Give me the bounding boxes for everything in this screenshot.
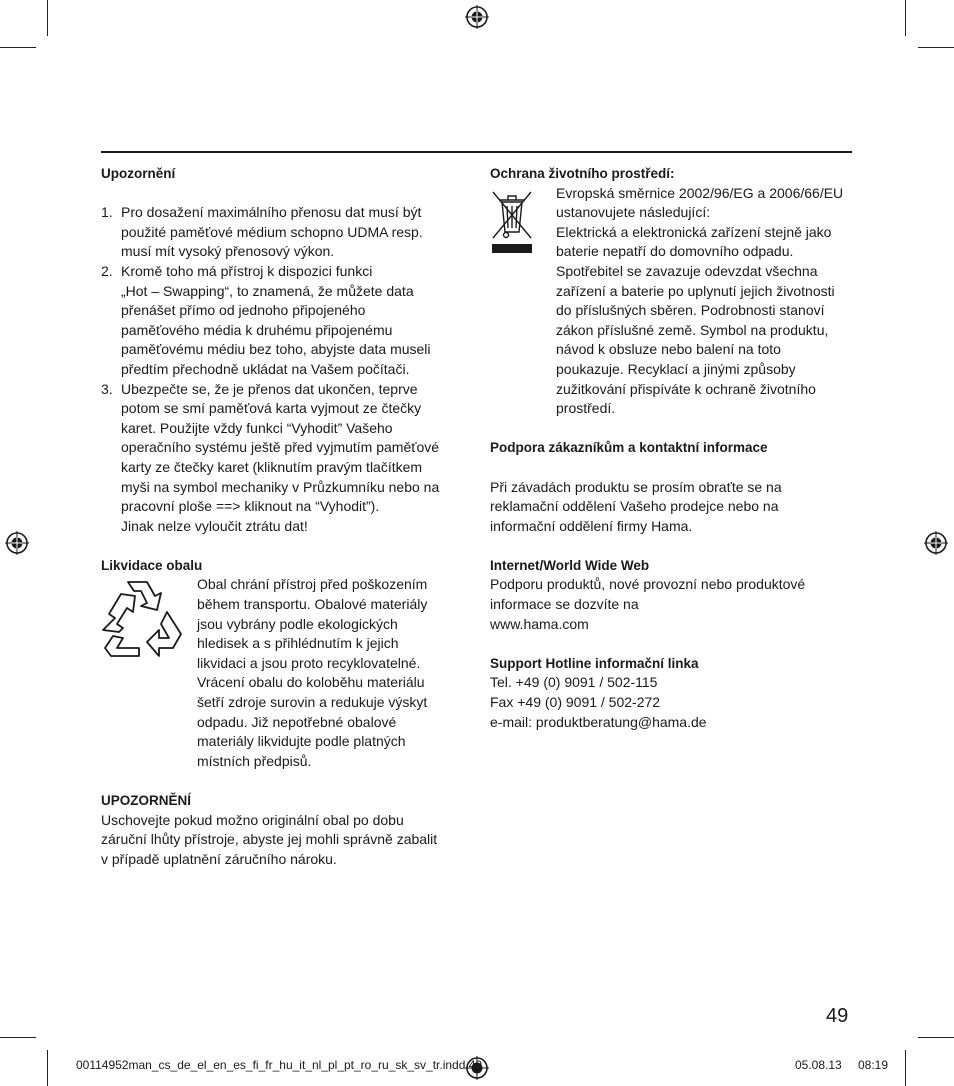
text-line: v případě uplatnění záručního nároku. — [101, 850, 337, 867]
list-number: 2. — [101, 262, 113, 279]
text-line: do příslušných sběren. Podrobnosti stanoví — [556, 302, 825, 319]
text-line: přenášet přímo od jednoho připojeného — [121, 302, 366, 319]
text-line: Uschovejte pokud možno originální obal po dobu — [101, 811, 404, 828]
text-line: zužitkování přispíváte k ochraně životního — [556, 380, 816, 397]
text-line: Spotřebitel se zavazuje odevzdat všechna — [556, 262, 818, 279]
registration-mark-icon — [464, 4, 490, 30]
text-line: předtím přechodně ukládat na Vašem počítači. — [121, 360, 410, 377]
text-line: návod k obsluze nebo balení na toto — [556, 341, 781, 358]
text-line: Při závadách produktu se prosím obraťte se na — [490, 478, 782, 495]
text-line: Pro dosažení maximálního přenosu dat musí být — [121, 204, 422, 221]
text-line: Kromě toho má přístroj k dispozici funkci — [121, 262, 373, 279]
left-column — [101, 164, 463, 869]
list-item — [101, 380, 463, 537]
text-line: Elektrická a elektronická zařízení stejně jako — [556, 223, 832, 240]
crop-mark-bottom-right-h — [918, 1037, 954, 1038]
text-line: šetří zdroje surovin a redukuje výskyt — [197, 694, 428, 711]
crop-mark-bottom-left-v — [47, 1050, 48, 1086]
footer-filename: 00114952man_cs_de_el_en_es_fi_fr_hu_it_nl_pl_pt_ro_ru_sk_sv_tr.indd 49 — [76, 1058, 483, 1072]
text-line: baterie nepatří do domovního odpadu. — [556, 243, 794, 260]
text-line: paměťovému médiu bez toho, abyjste data museli — [121, 341, 431, 358]
registration-mark-icon — [4, 530, 30, 556]
disposal-text — [197, 575, 427, 771]
text-line: použité paměťové médium schopno UDMA resp. — [121, 223, 423, 240]
text-line: Vrácení obalu do koloběhu materiálu — [197, 674, 425, 691]
crossed-out-bin-icon — [490, 188, 534, 256]
text-line: zákon příslušné země. Symbol na produktu, — [556, 321, 829, 338]
support-heading: Podpora zákazníkům a kontaktní informace — [490, 440, 768, 456]
text-line: poukazuje. Recyklací a jinými způsoby — [556, 360, 796, 377]
text-line: pracovní ploše ==> kliknout na “Vyhodit”). — [121, 498, 380, 515]
text-line: karty ze čtečky karet (kliknutím pravým tlačítkem — [121, 458, 423, 475]
disposal-heading: Likvidace obalu — [101, 557, 203, 573]
text-line: odpadu. Již nepotřebné obalové — [197, 713, 397, 730]
crop-mark-bottom-left-h — [0, 1037, 36, 1038]
crop-mark-top-right-v — [905, 0, 906, 36]
warning-heading: Upozornění — [101, 166, 176, 181]
fax-line: Fax +49 (0) 9091 / 502-272 — [490, 694, 661, 711]
text-line: paměťového média k druhému připojenému — [121, 321, 393, 338]
text-line: Podporu produktů, nové provozní nebo produktové — [490, 576, 806, 593]
text-line: ustanovujete následující: — [556, 204, 711, 221]
web-heading: Internet/World Wide Web — [490, 557, 650, 573]
text-line: myši na symbol mechaniky v Průzkumníku nebo na — [121, 478, 440, 495]
footer-date: 05.08.13 — [795, 1058, 842, 1072]
text-line: „Hot – Swapping“, to znamená, že můžete data — [121, 282, 414, 299]
list-number: 1. — [101, 204, 113, 221]
hotline-heading: Support Hotline informační linka — [490, 655, 699, 671]
recycling-icon-box — [101, 575, 197, 664]
text-line: Jinak nelze vyloučit ztrátu dat! — [121, 517, 308, 534]
text-line: jsou vybrány podle ekologických — [197, 615, 398, 632]
text-line: potom se smí paměťová karta vyjmout ze čtečky — [121, 400, 422, 417]
text-line: reklamační oddělení Vašeho prodejce nebo na — [490, 498, 779, 515]
text-line: záruční lhůty přístroje, abyste jej mohli správně zabalit — [101, 831, 438, 848]
text-line: likvidaci a jsou proto recyklovatelné. — [197, 654, 421, 671]
text-line: zařízení a baterie po uplynutí jejich životnosti — [556, 282, 835, 299]
list-item — [101, 203, 463, 262]
text-line: během transportu. Obalové materiály — [197, 596, 428, 613]
crop-mark-top-right-h — [918, 47, 954, 48]
warning-list — [101, 203, 463, 536]
text-line: Obal chrání přístroj před poškozením — [197, 576, 428, 593]
right-column — [490, 164, 855, 732]
page-number: 49 — [826, 1005, 849, 1027]
text-line: materiály likvidujte podle platných — [197, 733, 406, 750]
phone-line: Tel. +49 (0) 9091 / 502-115 — [490, 674, 658, 691]
text-line: informace se dozvíte na — [490, 596, 639, 613]
text-line: Evropská směrnice 2002/96/EG a 2006/66/EU — [556, 184, 844, 201]
website-link[interactable]: www.hama.com — [490, 615, 589, 632]
header-rule — [101, 151, 852, 153]
text-line: místních předpisů. — [197, 752, 312, 769]
text-line: musí mít vysoký přenosový výkon. — [121, 243, 335, 260]
crop-mark-top-left-v — [47, 0, 48, 36]
text-line: prostředí. — [556, 400, 616, 417]
text-line: Ubezpečte se, že je přenos dat ukončen, teprve — [121, 380, 418, 397]
registration-mark-icon — [923, 530, 949, 556]
list-number: 3. — [101, 380, 113, 397]
email-line[interactable]: e-mail: produktberatung@hama.de — [490, 713, 707, 730]
crop-mark-bottom-right-v — [905, 1050, 906, 1086]
text-line: karet. Použijte vždy funkci “Vyhodit” Vašeho — [121, 419, 393, 436]
text-line: hledisek a s přihlédnutím k jejich — [197, 635, 399, 652]
text-line: informační oddělení firmy Hama. — [490, 517, 693, 534]
environment-block — [490, 184, 855, 419]
environment-text — [556, 184, 843, 419]
disposal-block — [101, 575, 463, 771]
weee-icon-box — [490, 184, 556, 262]
crop-mark-top-left-h — [0, 47, 36, 48]
text-line: operačního systému ještě před vyjmutím paměťové — [121, 439, 440, 456]
list-item — [101, 262, 463, 380]
footer-time: 08:19 — [858, 1058, 889, 1072]
recycling-icon — [101, 578, 183, 658]
environment-heading: Ochrana životního prostředí: — [490, 166, 675, 181]
warning2-heading: UPOZORNĚNÍ — [101, 793, 192, 808]
